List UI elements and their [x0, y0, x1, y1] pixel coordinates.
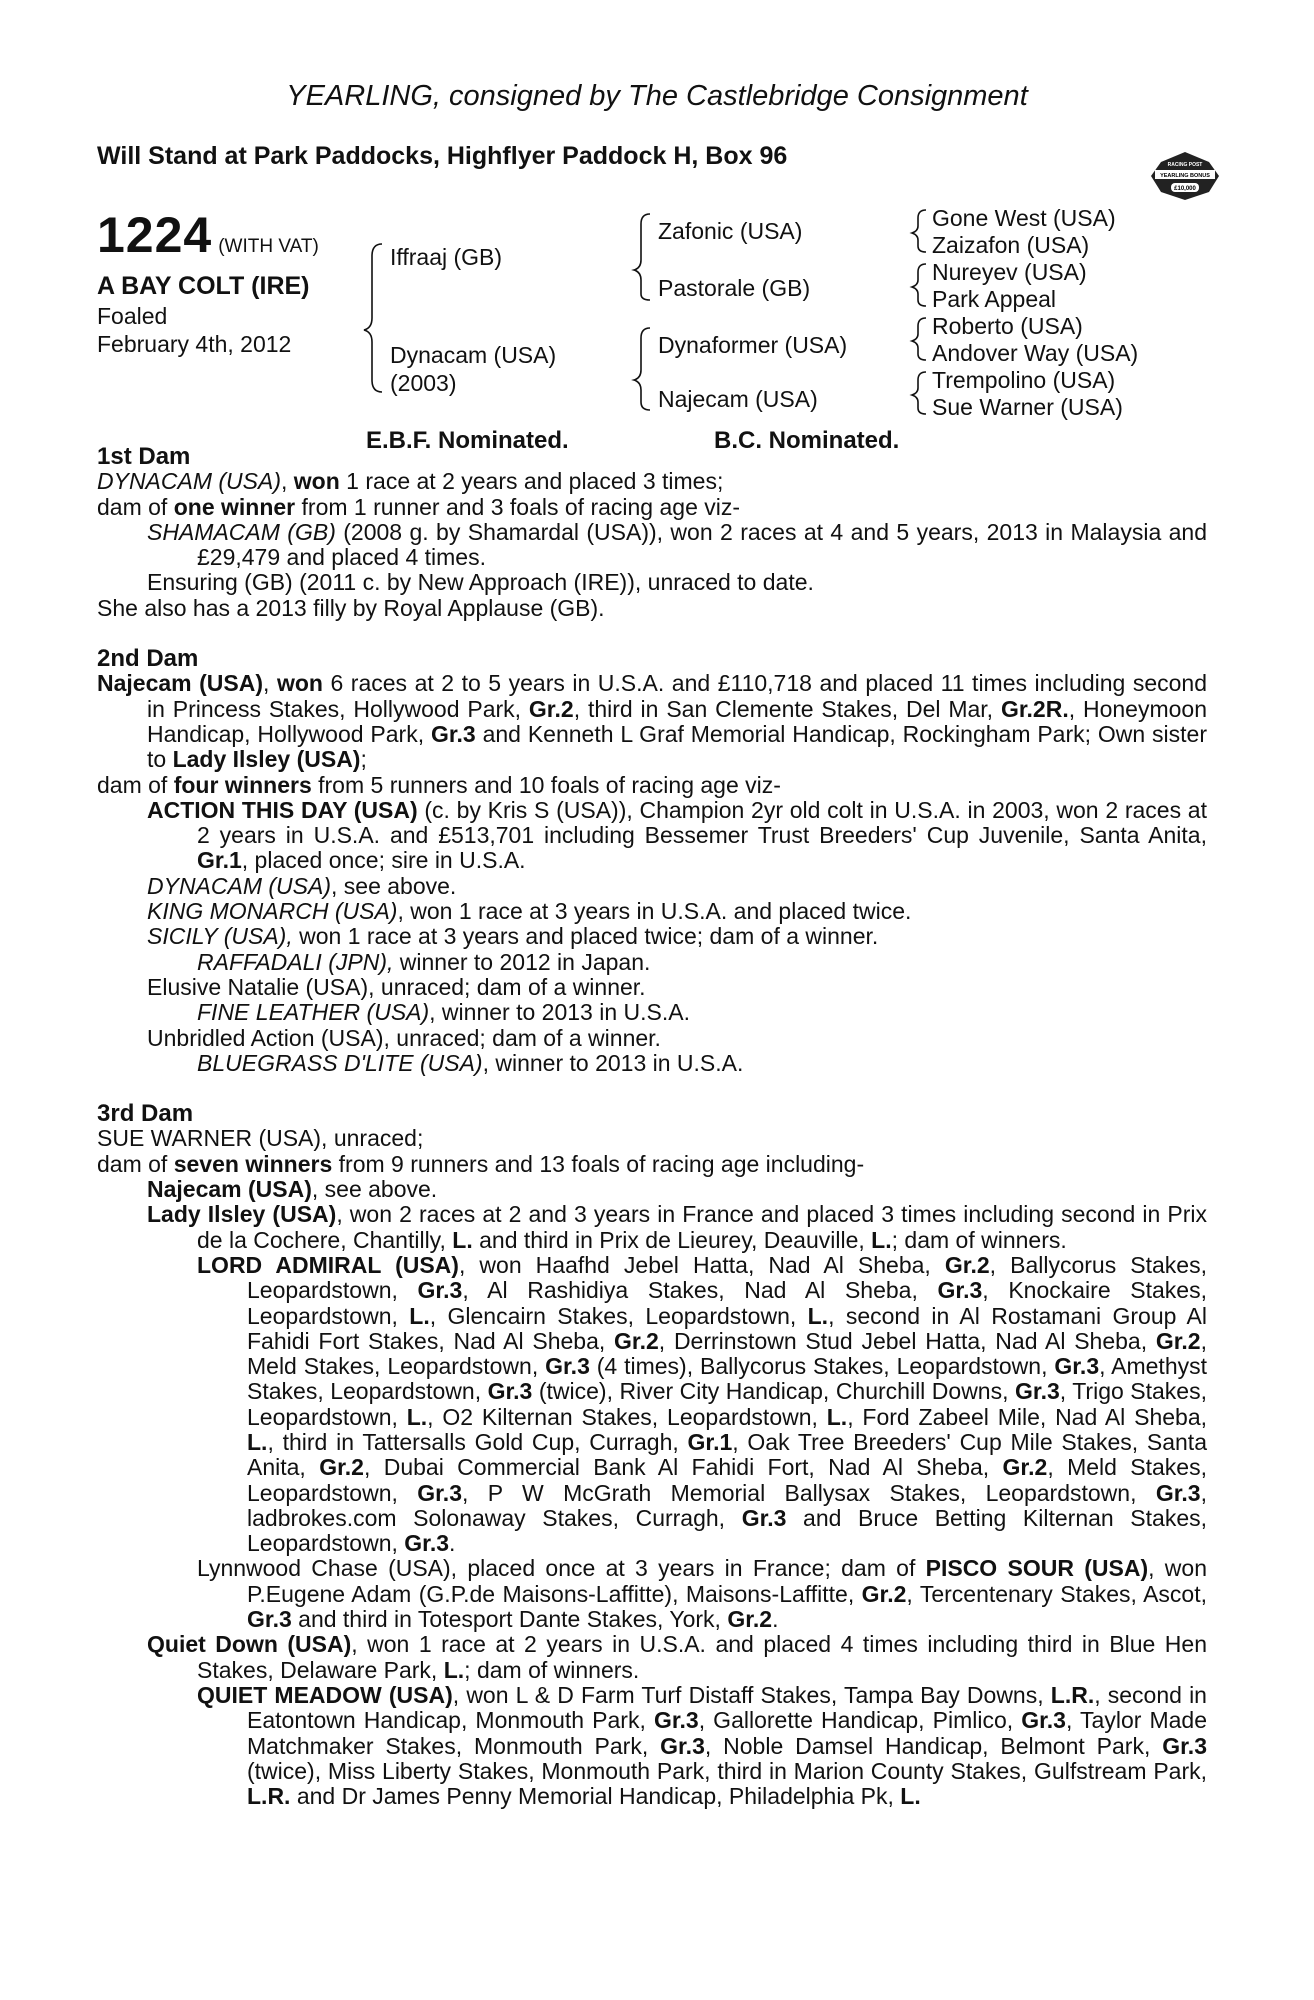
stand-location: Will Stand at Park Paddocks, Highflyer Paddock H, Box 96	[97, 142, 788, 170]
ancestor-6: Andover Way (USA)	[932, 340, 1139, 366]
first-dam-record: DYNACAM (USA), won 1 race at 2 years and placed 3 times;	[97, 468, 724, 495]
foaled-label: Foaled	[97, 303, 168, 329]
ancestor-2: Zaizafon (USA)	[932, 232, 1090, 258]
third-dam-record: SUE WARNER (USA), unraced;	[97, 1125, 424, 1152]
sire-dam: Pastorale (GB)	[658, 275, 811, 301]
produce-quiet-down: Quiet Down (USA), won 1 race at 2 years in U.S.A. and placed 4 times including third in Blue Hen Stakes, Delaware Park, L.; dam of winners.	[147, 1631, 1207, 1683]
produce-lynnwood-chase: Lynnwood Chase (USA), placed once at 3 years in France; dam of PISCO SOUR (USA), won P.Eugene Adam (G.P.de Maisons-Laffitte), Maisons-Laffitte, Gr.2, Tercentenary Stakes, Ascot, Gr.3 and third in Totesport Dante Stakes, York, Gr.2.	[197, 1555, 1208, 1633]
produce-bluegrass-dlite: BLUEGRASS D'LITE (USA), winner to 2013 in U.S.A.	[197, 1049, 744, 1076]
third-dam-produce: dam of seven winners from 9 runners and 13 foals of racing age including-	[97, 1150, 865, 1177]
third-dam-heading: 3rd Dam	[97, 1100, 194, 1128]
dam-sire: Dynaformer (USA)	[658, 332, 848, 358]
ancestor-3: Nureyev (USA)	[932, 259, 1087, 285]
ebf-nomination: E.B.F. Nominated.	[366, 427, 569, 454]
second-dam-produce: dam of four winners from 5 runners and 10 foals of racing age viz-	[97, 771, 781, 798]
produce-king-monarch: KING MONARCH (USA), won 1 race at 3 years in U.S.A. and placed twice.	[147, 898, 912, 925]
produce-lady-ilsley: Lady Ilsley (USA), won 2 races at 2 and 3 years in France and placed 3 times including second in Prix de la Cochere, Chantilly, L. and third in Prix de Lieurey, Deauville, L.; dam of winners.	[147, 1201, 1207, 1253]
sire-sire: Zafonic (USA)	[658, 218, 803, 244]
produce-raffadali: RAFFADALI (JPN), winner to 2012 in Japan.	[197, 948, 651, 975]
produce-elusive-natalie: Elusive Natalie (USA), unraced; dam of a winner.	[147, 973, 646, 1000]
horse-description: A BAY COLT (IRE)	[97, 272, 310, 300]
first-dam-heading: 1st Dam	[97, 443, 191, 470]
produce-dynacam: DYNACAM (USA), see above.	[147, 872, 457, 899]
badge-line1: RACING POST	[1167, 162, 1203, 168]
produce-ensuring: Ensuring (GB) (2011 c. by New Approach (IRE)), unraced to date.	[147, 569, 814, 596]
produce-shamacam: SHAMACAM (GB) (2008 g. by Shamardal (USA)), won 2 races at 4 and 5 years, 2013 in Malaysia and £29,479 and placed 4 times.	[147, 518, 1208, 571]
produce-sicily: SICILY (USA), won 1 race at 3 years and placed twice; dam of a winner.	[147, 923, 879, 950]
produce-unbridled-action: Unbridled Action (USA), unraced; dam of a winner.	[147, 1024, 661, 1051]
ancestor-5: Roberto (USA)	[932, 313, 1083, 339]
produce-quiet-meadow: QUIET MEADOW (USA), won L & D Farm Turf Distaff Stakes, Tampa Bay Downs, L.R., second in Eatontown Handicap, Monmouth Park, Gr.3, Gallorette Handicap, Pimlico, Gr.3, Taylor Made Matchmaker Stakes, Monmouth Park, Gr.3, Noble Damsel Handicap, Belmont Park, Gr.3 (twice), Miss Liberty Stakes, Monmouth Park, third in Marion County Stakes, Gulfstream Park, L.R. and Dr James Penny Memorial Handicap, Philadelphia Pk, L.	[197, 1681, 1208, 1810]
ancestor-8: Sue Warner (USA)	[932, 394, 1123, 420]
foaled-date: February 4th, 2012	[97, 331, 292, 357]
pedigree-braces	[0, 0, 1314, 440]
dam-dam: Najecam (USA)	[658, 386, 818, 412]
bc-nomination: B.C. Nominated.	[714, 427, 900, 454]
dam-year: (2003)	[390, 370, 457, 396]
badge-line2: YEARLING BONUS	[1160, 173, 1210, 179]
produce-lord-admiral: LORD ADMIRAL (USA), won Haafhd Jebel Hatta, Nad Al Sheba, Gr.2, Ballycorus Stakes, Leopardstown, Gr.3, Al Rashidiya Stakes, Nad Al Sheba, Gr.3, Knockaire Stakes, Leopardstown, L., Glencairn Stakes, Leopardstown, L., second in Al Rostamani Group Al Fahidi Fort Stakes, Nad Al Sheba, Gr.2, Derrinstown Stud Jebel Hatta, Nad Al Sheba, Gr.2, Meld Stakes, Leopardstown, Gr.3 (4 times), Ballycorus Stakes, Leopardstown, Gr.3, Amethyst Stakes, Leopardstown, Gr.3 (twice), River City Handicap, Churchill Downs, Gr.3, Trigo Stakes, Leopardstown, L., O2 Kilternan Stakes, Leopardstown, L., Ford Zabeel Mile, Nad Al Sheba, L., third in Tattersalls Gold Cup, Curragh, Gr.1, Oak Tree Breeders' Cup Mile Stakes, Santa Anita, Gr.2, Dubai Commercial Bank Al Fahidi Fort, Nad Al Sheba, Gr.2, Meld Stakes, Leopardstown, Gr.3, P W McGrath Memorial Ballysax Stakes, Leopardstown, Gr.3, ladbrokes.com Solonaway Stakes, Curragh, Gr.3 and Bruce Betting Kilternan Stakes, Leopardstown, Gr.3.	[197, 1251, 1208, 1557]
dam: Dynacam (USA)	[390, 342, 557, 368]
ancestor-7: Trempolino (USA)	[932, 367, 1116, 393]
lot-number: 1224	[97, 207, 213, 263]
ancestor-4: Park Appeal	[932, 286, 1057, 312]
catalogue-header: YEARLING, consigned by The Castlebridge Consignment	[286, 80, 1028, 112]
vat-label: (WITH VAT)	[218, 236, 319, 257]
badge-line3: £10,000	[1174, 186, 1196, 192]
produce-najecam: Najecam (USA), see above.	[147, 1176, 438, 1203]
first-dam-note: She also has a 2013 filly by Royal Applause (GB).	[97, 594, 605, 621]
second-dam-record: Najecam (USA), won 6 races at 2 to 5 years in U.S.A. and £110,718 and placed 11 times including second in Princess Stakes, Hollywood Park, Gr.2, third in San Clemente Stakes, Del Mar, Gr.2R., Honeymoon Handicap, Hollywood Park, Gr.3 and Kenneth L Graf Memorial Handicap, Rockingham Park; Own sister to Lady Ilsley (USA);	[97, 670, 1208, 773]
first-dam-produce: dam of one winner from 1 runner and 3 foals of racing age viz-	[97, 493, 741, 520]
catalogue-body	[97, 444, 1207, 1809]
sire: Iffraaj (GB)	[390, 244, 503, 270]
ancestor-1: Gone West (USA)	[932, 205, 1116, 231]
produce-fine-leather: FINE LEATHER (USA), winner to 2013 in U.S.A.	[197, 999, 690, 1026]
produce-action-this-day: ACTION THIS DAY (USA) (c. by Kris S (USA)), Champion 2yr old colt in U.S.A. in 2003, won 2 races at 2 years in U.S.A. and £513,701 including Bessemer Trust Breeders' Cup Juvenile, Santa Anita, Gr.1, placed once; sire in U.S.A.	[147, 796, 1207, 874]
second-dam-heading: 2nd Dam	[97, 645, 199, 673]
